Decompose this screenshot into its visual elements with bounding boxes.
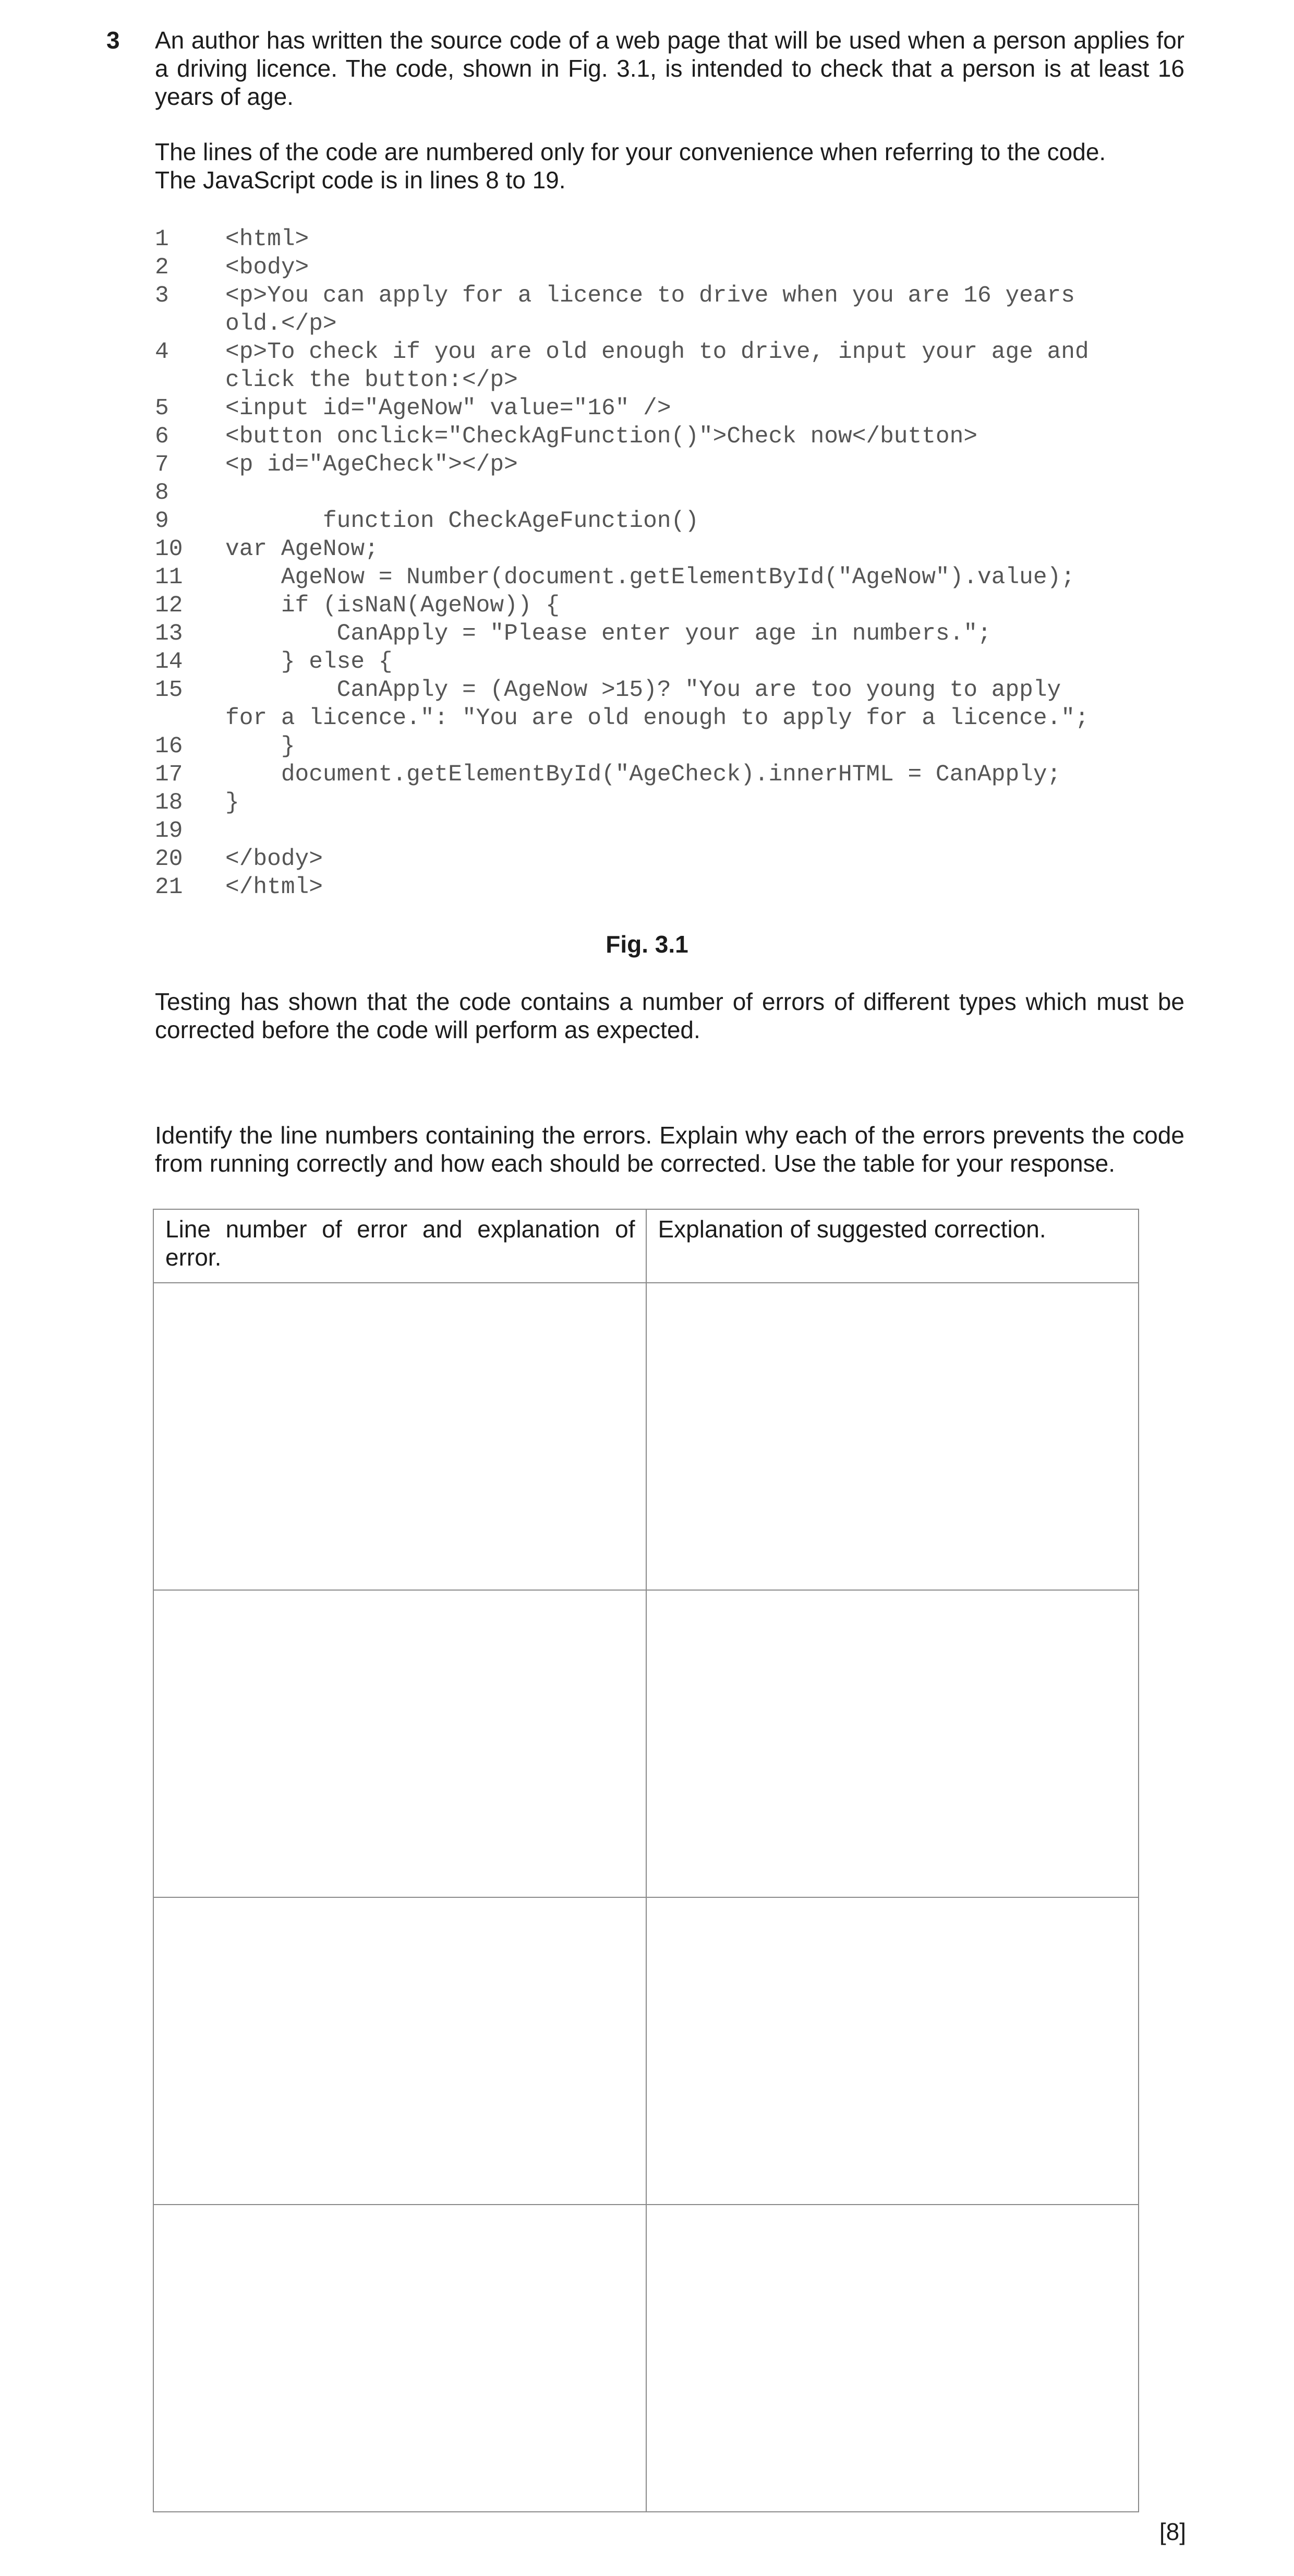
answer-cell-error[interactable] — [153, 1897, 646, 2205]
code-line — [155, 394, 1193, 423]
code-line-text: } — [225, 790, 239, 816]
code-line — [155, 282, 1193, 310]
code-line — [155, 366, 1193, 394]
code-line-number: 18 — [155, 790, 183, 816]
code-line-text: <body> — [225, 255, 309, 281]
code-line-number: 19 — [155, 818, 183, 844]
answer-row — [153, 1897, 1139, 2205]
code-line-text: <p id="AgeCheck"></p> — [225, 452, 518, 478]
code-line-number: 7 — [155, 452, 169, 478]
code-listing — [155, 225, 1193, 901]
code-line-number: 12 — [155, 593, 183, 619]
code-line — [155, 338, 1193, 366]
answer-cell-error[interactable] — [153, 1283, 646, 1590]
code-line-text: if (isNaN(AgeNow)) { — [225, 593, 560, 619]
code-line — [155, 254, 1193, 282]
code-line — [155, 761, 1193, 789]
code-line-number: 20 — [155, 846, 183, 872]
code-line — [155, 817, 1193, 845]
code-line-number: 10 — [155, 536, 183, 562]
code-line-number: 21 — [155, 874, 183, 900]
code-line-text: <html> — [225, 226, 309, 252]
code-line — [155, 732, 1193, 761]
code-line — [155, 563, 1193, 592]
code-note-line-1: The lines of the code are numbered only for your convenience when referring to the code. — [155, 138, 1106, 165]
code-line-number: 8 — [155, 480, 169, 506]
code-line — [155, 592, 1193, 620]
answer-cell-correction[interactable] — [646, 1897, 1139, 2205]
instruction-paragraph: Identify the line numbers containing the errors. Explain why each of the errors prevents the code from running correctly and how each should be corrected. Use the table for your response. — [155, 1122, 1184, 1177]
code-line — [155, 479, 1193, 507]
code-line-text: <input id="AgeNow" value="16" /> — [225, 395, 671, 422]
code-line-number: 13 — [155, 621, 183, 647]
answer-cell-error[interactable] — [153, 1590, 646, 1897]
code-line — [155, 789, 1193, 817]
col1-header-text: Line number of error and explanation of error. — [165, 1215, 635, 1271]
code-line-number — [155, 310, 225, 338]
code-line — [155, 704, 1193, 732]
code-line-number — [155, 366, 225, 394]
answer-row — [153, 2205, 1139, 2512]
code-line-number: 16 — [155, 733, 183, 760]
code-line — [155, 423, 1193, 451]
code-line — [155, 310, 1193, 338]
code-line-number: 14 — [155, 649, 183, 675]
code-line-text: </body> — [225, 846, 323, 872]
code-line-text: } — [225, 733, 295, 760]
answer-cell-correction[interactable] — [646, 1590, 1139, 1897]
code-line-number: 6 — [155, 424, 169, 450]
code-line-text: function CheckAgeFunction() — [225, 508, 699, 534]
code-line-number: 1 — [155, 226, 169, 252]
code-line-text: CanApply = "Please enter your age in numbers."; — [225, 621, 991, 647]
code-line — [155, 676, 1193, 704]
answer-table — [153, 1209, 1139, 2512]
answer-table-header-correction — [646, 1209, 1139, 1283]
code-line-number: 11 — [155, 564, 183, 591]
answer-table-header-error — [153, 1209, 646, 1283]
code-line-text: </html> — [225, 874, 323, 900]
marks-allocation: [8] — [1159, 2518, 1186, 2545]
answer-row — [153, 1283, 1139, 1590]
code-line-text: CanApply = (AgeNow >15)? "You are too young to apply — [225, 677, 1061, 703]
code-line-text: old.</p> — [225, 311, 337, 337]
code-line-number: 5 — [155, 395, 169, 422]
code-line — [155, 648, 1193, 676]
code-line — [155, 845, 1193, 873]
code-line-text: click the button:</p> — [225, 367, 518, 393]
answer-table-header-row — [153, 1209, 1139, 1283]
code-line-number: 4 — [155, 339, 169, 365]
code-line-text: AgeNow = Number(document.getElementById("AgeNow").value); — [225, 564, 1075, 591]
question-intro: An author has written the source code of a web page that will be used when a person applies for a driving licence. The code, shown in Fig. 3.1, is intended to check that a person is at least 16 years of age. — [155, 27, 1184, 110]
code-line-text: } else { — [225, 649, 393, 675]
answer-cell-error[interactable] — [153, 2205, 646, 2512]
code-line-number: 15 — [155, 677, 183, 703]
code-line-text: var AgeNow; — [225, 536, 379, 562]
code-line-text: <p>You can apply for a licence to drive when you are 16 years — [225, 283, 1075, 309]
code-line-number — [155, 704, 225, 732]
code-line-text: for a licence.": "You are old enough to apply for a licence."; — [225, 705, 1089, 731]
code-line — [155, 620, 1193, 648]
code-line-number: 17 — [155, 762, 183, 788]
code-line-number: 9 — [155, 508, 169, 534]
answer-cell-correction[interactable] — [646, 2205, 1139, 2512]
code-line — [155, 451, 1193, 479]
code-line-number: 2 — [155, 255, 169, 281]
testing-paragraph: Testing has shown that the code contains a number of errors of different types which must be corrected before the code will perform as expected. — [155, 988, 1184, 1043]
code-line-text: <button onclick="CheckAgFunction()">Check now</button> — [225, 424, 978, 450]
answer-cell-correction[interactable] — [646, 1283, 1139, 1590]
code-line-number: 3 — [155, 283, 169, 309]
code-line — [155, 873, 1193, 901]
answer-row — [153, 1590, 1139, 1897]
col2-header-text: Explanation of suggested correction. — [658, 1215, 1046, 1243]
code-line — [155, 225, 1193, 254]
code-line — [155, 535, 1193, 563]
code-note-line-2: The JavaScript code is in lines 8 to 19. — [155, 166, 566, 194]
question-number: 3 — [106, 27, 120, 54]
code-line-text: document.getElementById("AgeCheck).innerHTML = CanApply; — [225, 762, 1061, 788]
code-line-text: <p>To check if you are old enough to drive, input your age and — [225, 339, 1089, 365]
code-note — [155, 138, 1184, 194]
figure-caption: Fig. 3.1 — [606, 931, 688, 958]
code-line — [155, 507, 1193, 535]
